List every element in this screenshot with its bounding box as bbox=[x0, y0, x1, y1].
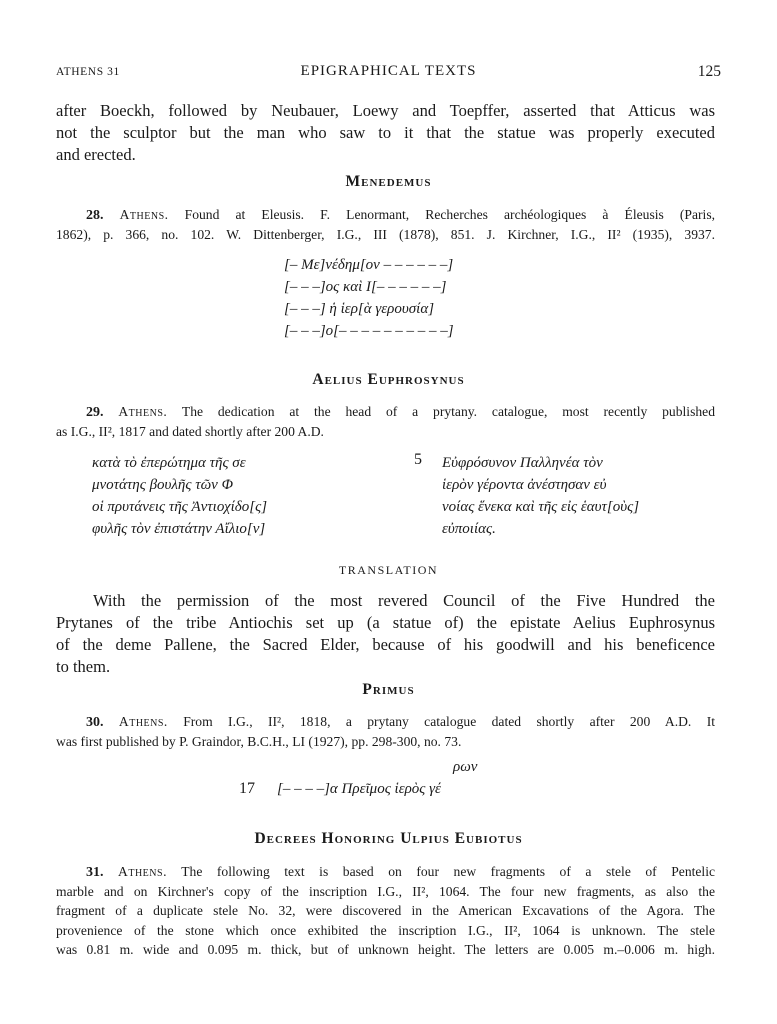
inscription-30-text: [– – – –]α Πρεῖμος ἱερὸς γέ bbox=[277, 781, 441, 797]
section-31-heading: Decrees Honoring Ulpius Eubiotus bbox=[254, 830, 523, 847]
page-number: 125 bbox=[697, 63, 721, 80]
running-header-title: EPIGRAPHICAL TEXTS bbox=[300, 63, 477, 79]
section-29-line-2: as I.G., II², 1817 and dated shortly after 200 A.D. bbox=[56, 423, 324, 439]
section-31-line-4: provenience of the stone which once exhibited the inscription I.G., II², 1064 is unknown. The stele bbox=[56, 922, 715, 938]
translation-line-4: to them. bbox=[56, 657, 111, 676]
intro-line-3: and erected. bbox=[56, 145, 136, 164]
inscription-29-left bbox=[92, 452, 267, 540]
section-31-text-1: The following text is based on four new fragments of a stele of Pentelic bbox=[181, 864, 716, 879]
section-31-line-2: marble and on Kirchner's copy of the inscription I.G., II², 1064. The four new fragments, as also the bbox=[56, 883, 715, 899]
section-30-heading: Primus bbox=[362, 681, 415, 698]
intro-line-1: after Boeckh, followed by Neubauer, Loewy and Toepffer, asserted that Atticus was bbox=[56, 101, 715, 120]
inscription-29-left-line-3: οἱ πρυτάνεις τῆς Ἀντιοχίδο[ς] bbox=[92, 499, 268, 515]
entry-number-30: 30. bbox=[86, 715, 104, 730]
section-29-text-1: The dedication at the head of a prytany. catalogue, most recently published bbox=[181, 404, 715, 419]
section-29-line-1 bbox=[56, 402, 715, 422]
translation-paragraph bbox=[56, 590, 715, 678]
entry-place-28: Athens. bbox=[119, 207, 169, 222]
section-31-line-1 bbox=[56, 862, 715, 882]
entry-number-28: 28. bbox=[86, 208, 104, 223]
inscription-29-right-line-2: ἱερὸν γέροντα ἀνέστησαν εὐ bbox=[442, 477, 607, 493]
section-28-entry bbox=[56, 205, 715, 244]
inscription-29-right-line-3: νοίας ἕνεκα καὶ τῆς εἰς ἑαυτ[οὺς] bbox=[442, 499, 640, 515]
section-28-text-1: Found at Eleusis. F. Lenormant, Recherches archéologiques à Éleusis (Paris, bbox=[184, 207, 716, 222]
section-31-line-5: was 0.81 m. wide and 0.095 m. thick, but of unknown height. The letters are 0.005 m.–0.006 m. high. bbox=[56, 942, 715, 957]
inscription-29-line-number: 5 bbox=[414, 451, 422, 468]
intro-paragraph bbox=[56, 100, 715, 166]
inscription-30-superscript: ρων bbox=[453, 759, 478, 775]
section-29-heading: Aelius Euphrosynus bbox=[312, 371, 465, 388]
inscription-30-line-number: 17 bbox=[239, 780, 255, 797]
section-30-line-1 bbox=[56, 712, 715, 732]
inscription-29-right-line-1: Εὐφρόσυνον Παλληνέα τὸν bbox=[442, 455, 603, 471]
section-28-line-2: 1862), p. 366, no. 102. W. Dittenberger, I.G., III (1878), 851. J. Kirchner, I.G., II² (1935), 3937. bbox=[56, 226, 715, 242]
section-28-heading: Menedemus bbox=[345, 173, 432, 190]
section-30-text-1: From I.G., II², 1818, a prytany catalogue dated shortly after 200 A.D. It bbox=[183, 714, 716, 729]
translation-heading: TRANSLATION bbox=[338, 563, 439, 577]
inscription-29-right-line-4: εὐποιίας. bbox=[442, 521, 496, 537]
section-31-entry bbox=[56, 862, 715, 960]
section-28-line-1 bbox=[56, 205, 715, 225]
inscription-29-left-line-1: κατὰ τὸ ἐπερώτημα τῆς σε bbox=[92, 455, 246, 471]
inscription-28 bbox=[284, 254, 494, 342]
section-31-line-3: fragment of a duplicate stele No. 32, were discovered in the American Excavations of the Agora. The bbox=[56, 903, 715, 918]
running-header-section: ATHENS 31 bbox=[56, 66, 120, 78]
inscription-29-left-line-2: μνοτάτης βουλῆς τῶν Φ bbox=[92, 477, 233, 493]
translation-line-2: Prytanes of the tribe Antiochis set up (a statue of) the epistate Aelius Euphrosynus bbox=[56, 613, 715, 632]
inscription-28-line-2: [– – –]ος καὶ Ι[– – – – – –] bbox=[284, 279, 447, 295]
section-30-entry bbox=[56, 712, 715, 751]
entry-place-29: Athens. bbox=[118, 404, 168, 419]
inscription-29-left-line-4: φυλῆς τὸν ἐπιστάτην Αἴλιο[ν] bbox=[92, 521, 266, 537]
inscription-28-line-1: [– Με]νέδημ[ον – – – – – –] bbox=[284, 257, 454, 273]
inscription-28-line-4: [– – –]ο[– – – – – – – – – –] bbox=[284, 323, 454, 339]
inscription-29-right bbox=[442, 452, 639, 540]
section-30-line-2: was first published by P. Graindor, B.C.H., LI (1927), pp. 298-300, no. 73. bbox=[56, 733, 462, 749]
section-29-entry bbox=[56, 402, 715, 441]
entry-number-29: 29. bbox=[86, 405, 104, 420]
translation-line-3: of the deme Pallene, the Sacred Elder, because of his goodwill and his beneficence bbox=[56, 635, 715, 654]
intro-line-2: not the sculptor but the man who saw to it that the statue was properly executed bbox=[56, 123, 715, 142]
inscription-28-line-3: [– – –] ἡ ἱερ[ὰ γερουσία] bbox=[284, 301, 435, 317]
translation-line-1: With the permission of the most revered Council of the Five Hundred the bbox=[93, 591, 715, 610]
entry-place-30: Athens. bbox=[118, 714, 168, 729]
entry-number-31: 31. bbox=[86, 865, 104, 880]
entry-place-31: Athens. bbox=[118, 864, 167, 879]
